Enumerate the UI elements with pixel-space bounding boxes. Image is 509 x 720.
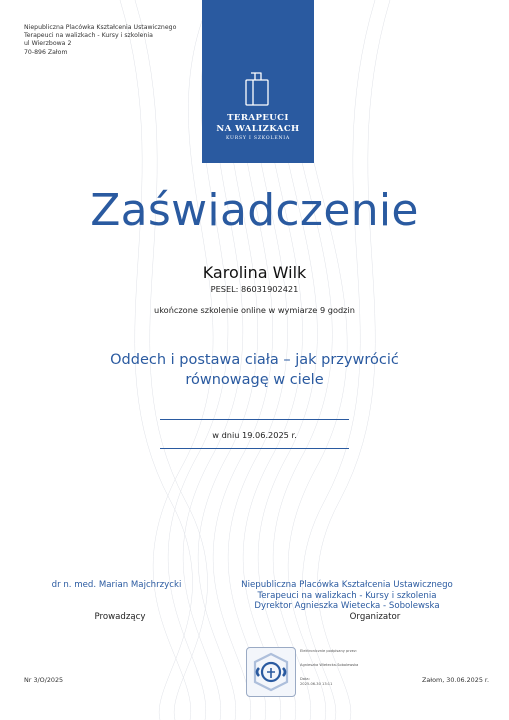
organizer-address-line: 70-896 Załom (24, 48, 68, 56)
organizer-role: Organizator (349, 612, 401, 622)
organizer-logo (202, 0, 314, 163)
organizer-address-line: ul Wierzbowa 2 (24, 40, 72, 48)
esig-line: Elektronicznie podpisany przez: (300, 649, 357, 653)
course-title-line: Oddech i postawa ciała – jak przywrócić (110, 352, 399, 368)
divider-line (160, 419, 349, 420)
organizer-address (24, 24, 204, 57)
esig-line: 2025-06-30 13:11 (300, 682, 333, 686)
organizer-signature-line: Terapeuci na walizkach - Kursy i szkolenia (257, 590, 437, 601)
suitcase-icon (242, 70, 274, 108)
completion-text: ukończone szkolenie online w wymiarze 9 godzin (154, 305, 355, 315)
document-number: Nr 3/O/2025 (24, 676, 64, 684)
divider-line (160, 448, 349, 449)
organizer-signature (222, 580, 472, 612)
recipient-pesel: PESEL: 86031902421 (210, 284, 299, 294)
signature-seal-icon (246, 647, 296, 697)
organizer-address-line: Niepubliczna Placówka Kształcenia Ustawicznego (24, 24, 177, 31)
instructor-role: Prowadzący (94, 612, 146, 622)
recipient-name: Karolina Wilk (202, 263, 307, 282)
organizer-signature-line: Dyrektor Agnieszka Wietecka - Sobolewska (254, 601, 440, 612)
logo-text-kursy: KURSY I SZKOLENIA (225, 136, 291, 141)
course-date: w dniu 19.06.2025 r. (212, 430, 297, 440)
course-title (60, 350, 449, 390)
electronic-signature-info (300, 649, 400, 687)
esig-line: Data: (300, 677, 310, 681)
place-and-date: Załom, 30.06.2025 r. (421, 676, 489, 684)
organizer-signature-line: Niepubliczna Placówka Kształcenia Ustawicznego (241, 580, 453, 590)
certificate-title: Zaświadczenie (90, 185, 419, 236)
logo-text-terapeuci: TERAPEUCI (227, 113, 289, 123)
esig-line: Agnieszka Wietecka-Sobolewska (300, 663, 359, 667)
instructor-name: dr n. med. Marian Majchrzycki (51, 580, 182, 590)
logo-text-na-walizkach: NA WALIZKACH (216, 124, 300, 134)
course-title-line: równowagę w ciele (185, 372, 324, 388)
organizer-address-line: Terapeuci na walizkach - Kursy i szkolenia (24, 32, 153, 40)
